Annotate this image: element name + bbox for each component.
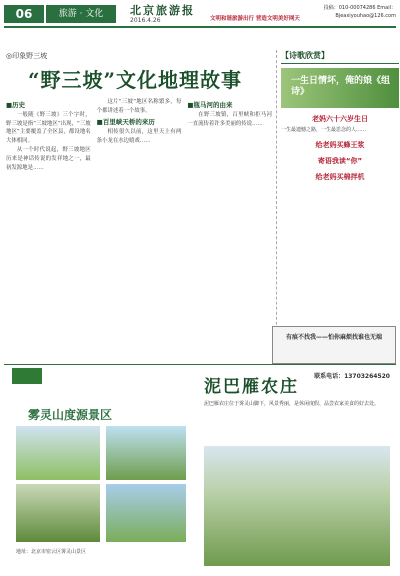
article-author: ◎印象野三坡 — [6, 52, 48, 60]
poem-title: 给老妈买蜂王浆 — [315, 141, 365, 149]
article-column-3 — [187, 98, 272, 360]
paragraph: 相传很久以前，这里天上有两条小龙在水边嬉戏…… — [96, 129, 182, 144]
scenic-photo — [16, 484, 100, 542]
paragraph: 一般随《野三坡》三个字时，野三坡是指“三坡地区”出现，“三坡地区”主要覆盖了全区县，都设地名大体相同。 — [6, 112, 91, 144]
poem-title: 寄语我读“你” — [317, 157, 363, 165]
issue-date: 2016.4.26 — [130, 17, 161, 24]
farm-resort-ad — [196, 368, 394, 573]
farm-phone: 联系电话：13703264520 — [314, 373, 390, 380]
poem-text: 一生最遗憾之路，一生最思念的人…… — [281, 127, 367, 133]
farm-description: 泥巴雁农庄位于雾灵山脚下，风景秀丽，是休闲度假、品尝农家美食的好去处。 — [204, 401, 380, 407]
farm-photo — [204, 446, 390, 566]
scenic-photo — [16, 426, 100, 480]
article-body — [6, 98, 272, 360]
article-column-1 — [6, 98, 91, 360]
poem-title: 老妈六十六岁生日 — [312, 115, 368, 123]
slogan: 文明和谐旅游出行 营造文明美好网天 — [210, 16, 300, 22]
subheading-bridge: ■百里峡天桥的来历 — [96, 118, 155, 127]
scenic-photo — [106, 426, 186, 480]
header-rule — [4, 26, 396, 28]
article-title: “野三坡”文化地理故事 — [28, 68, 243, 92]
article-column-2 — [97, 98, 182, 360]
paragraph: 在野三坡镇，百里峡和拒马河一直流传着许多美丽的传说…… — [187, 112, 273, 127]
page-header — [0, 0, 400, 46]
ad-box — [272, 326, 396, 364]
page-number: 06 — [4, 5, 44, 23]
poetry-column — [276, 50, 399, 360]
paragraph: 从一个时代说起，野三坡地区历来是神话传说的发祥地之一，最初发源地是…… — [6, 147, 91, 171]
scenic-address: 地址：北京市密云区雾灵山景区 — [16, 549, 87, 555]
scenic-area-ad — [6, 368, 190, 573]
masthead: 北京旅游报 — [130, 4, 195, 17]
scenic-title: 雾灵山度源景区 — [28, 408, 113, 422]
section-label: 旅游 · 文化 — [46, 5, 116, 23]
paragraph: 这片“三坡”地区名称繁多，每个都讲述着一个故事。 — [96, 99, 182, 114]
poetry-header-image — [281, 68, 399, 108]
poetry-header-text: 一生日情坏，俺的娘《组诗》 — [291, 76, 391, 97]
scenic-photo — [106, 484, 186, 542]
subheading-history: ■历史 — [6, 101, 26, 109]
farm-title: 泥巴雁农庄 — [204, 377, 299, 397]
poetry-section-tag: 【诗歌欣赏】 — [281, 50, 399, 64]
contact-info: 投稿：010-00074286 Email：Bjeaxiyouhao@126.com — [323, 5, 396, 19]
bottom-rule — [4, 364, 396, 365]
subheading-river: ■瓶马河的由来 — [187, 101, 233, 109]
scenic-logo — [12, 368, 42, 384]
ad-text: 有痕不找我——怕你麻烦找谁也无端 — [285, 334, 382, 341]
poem-title: 给老妈买棉拌机 — [315, 173, 365, 181]
